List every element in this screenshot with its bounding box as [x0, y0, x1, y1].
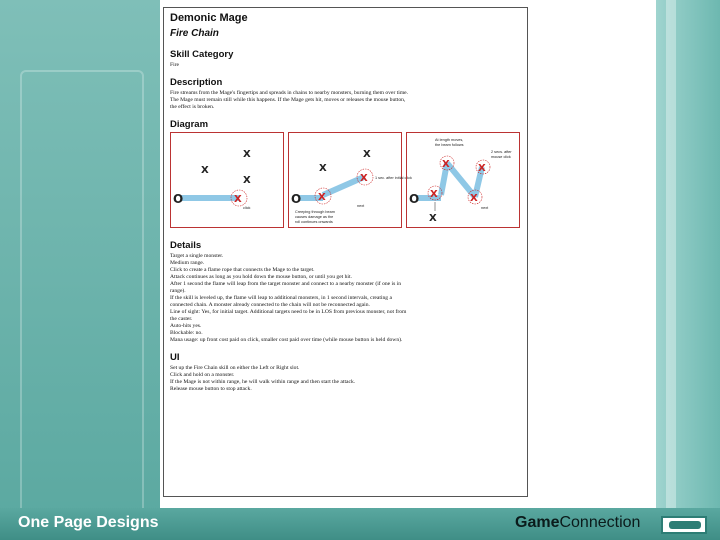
- diagram-label: Creeping through beam: [295, 210, 335, 214]
- flame-beam-chain: [323, 177, 364, 195]
- diagram-panel-3: [406, 132, 520, 228]
- diagram-label: next: [481, 206, 489, 210]
- chained-monster-x: X: [470, 193, 478, 204]
- footer-brand-light: Connection: [559, 514, 641, 531]
- chained-monster-x: X: [442, 159, 450, 170]
- diagram-label: 1 sec. after initial click: [375, 176, 412, 180]
- details-line: If the skill is leveled up, the flame will leap to additional monsters, in 1 second intervals, creating a: [170, 295, 392, 301]
- diagram-label: roll continues onwards: [295, 220, 333, 224]
- details-line: Click to create a flame rope that connects the Mage to the target.: [170, 267, 315, 273]
- chained-monster-x: X: [430, 189, 438, 200]
- ui-line: If the Mage is not within range, he will walk within range and then start the attack.: [170, 379, 356, 385]
- doc-title: Demonic Mage: [170, 12, 248, 24]
- details-line: Blockable: no.: [170, 330, 203, 336]
- skill-category-heading: Skill Category: [170, 49, 234, 60]
- diagram-3-graphic: [407, 133, 521, 229]
- description-line: Fire streams from the Mage's fingertips and spreads in chains to nearby monsters, burning them over time.: [170, 90, 409, 96]
- footer-brand-bold: Game: [515, 514, 560, 531]
- ui-section: [170, 352, 521, 393]
- details-line: Attack continues as long as you hold down the mouse button, or until you get hit.: [170, 274, 352, 280]
- chained-monster-x: X: [360, 173, 368, 184]
- footer-left-title: One Page Designs: [18, 514, 159, 531]
- diagram-label: the beam follows: [435, 143, 464, 147]
- chained-monster-x: X: [478, 163, 486, 174]
- ui-line: Set up the Fire Chain skill on either the Left or Right slot.: [170, 365, 300, 371]
- details-line: After 1 second the flame will leap from the target monster and connect to a nearby monster (if one is in: [170, 281, 402, 287]
- monster-marker-x: X: [429, 213, 437, 224]
- skill-name: Fire Chain: [170, 28, 219, 39]
- skill-category-section: [170, 49, 521, 69]
- details-line: Target a single monster.: [170, 253, 224, 259]
- footer-bar: [0, 508, 720, 540]
- monster-marker-x: X: [319, 163, 327, 174]
- flame-beam-chain: [447, 163, 475, 197]
- diagram-panel-2: [288, 132, 412, 228]
- details-line: Mana usage: up front cost paid on click, smaller cost paid over time (while mouse button is held down).: [170, 337, 403, 343]
- ui-heading: UI: [170, 352, 180, 363]
- ui-line: Click and hold on a monster.: [170, 372, 235, 378]
- skill-category-value: Fire: [170, 62, 180, 68]
- mage-marker-o: O: [291, 192, 302, 206]
- ui-line: Release mouse button to stop attack.: [170, 386, 252, 392]
- diagram-2-graphic: [289, 133, 412, 229]
- diagram-1-graphic: [171, 133, 285, 229]
- description-section: [170, 77, 521, 111]
- diagram-section: [170, 119, 521, 228]
- monster-marker-x: X: [243, 149, 251, 160]
- game-connection-logo-icon: [661, 516, 707, 534]
- mage-marker-o: O: [409, 192, 420, 206]
- mage-marker-o: O: [173, 192, 184, 206]
- background-right-panel: [656, 0, 720, 540]
- design-document-page: [163, 7, 528, 497]
- diagram-heading: Diagram: [170, 119, 209, 130]
- details-line: Medium range.: [170, 260, 205, 266]
- diagram-label: click: [243, 206, 251, 210]
- details-line: Line of sight: Yes, for initial target. Additional targets need to be in LOS from previous monster, not from: [170, 309, 407, 315]
- details-line: range).: [170, 288, 186, 294]
- description-heading: Description: [170, 77, 223, 88]
- diagram-label: At length moves,: [435, 138, 464, 142]
- details-section: [170, 240, 521, 344]
- details-line: connected chain. A monster already connected to the chain will not be reconnected again.: [170, 302, 370, 308]
- flame-beam: [181, 195, 239, 201]
- footer-brand: [515, 514, 640, 532]
- diagram-label: causes damage as the: [295, 215, 334, 219]
- diagram-label: mouse click: [491, 155, 511, 159]
- details-line: Auto-hits yes.: [170, 323, 202, 329]
- diagram-panel-1: [170, 132, 284, 228]
- details-heading: Details: [170, 240, 202, 251]
- monster-marker-x: X: [243, 175, 251, 186]
- diagram-row: [170, 132, 521, 228]
- target-monster-x: X: [318, 192, 326, 203]
- monster-marker-x: X: [363, 149, 371, 160]
- monster-marker-x: X: [201, 165, 209, 176]
- description-line: The Mage must remain still while this happens. If the Mage gets hit, moves or releases the mouse button,: [170, 97, 406, 103]
- diagram-label: 2 secs. after: [491, 150, 512, 154]
- details-line: the caster.: [170, 316, 193, 322]
- diagram-label: next: [357, 204, 365, 208]
- description-line: the effect is broken.: [170, 104, 215, 110]
- target-monster-x: X: [234, 194, 242, 205]
